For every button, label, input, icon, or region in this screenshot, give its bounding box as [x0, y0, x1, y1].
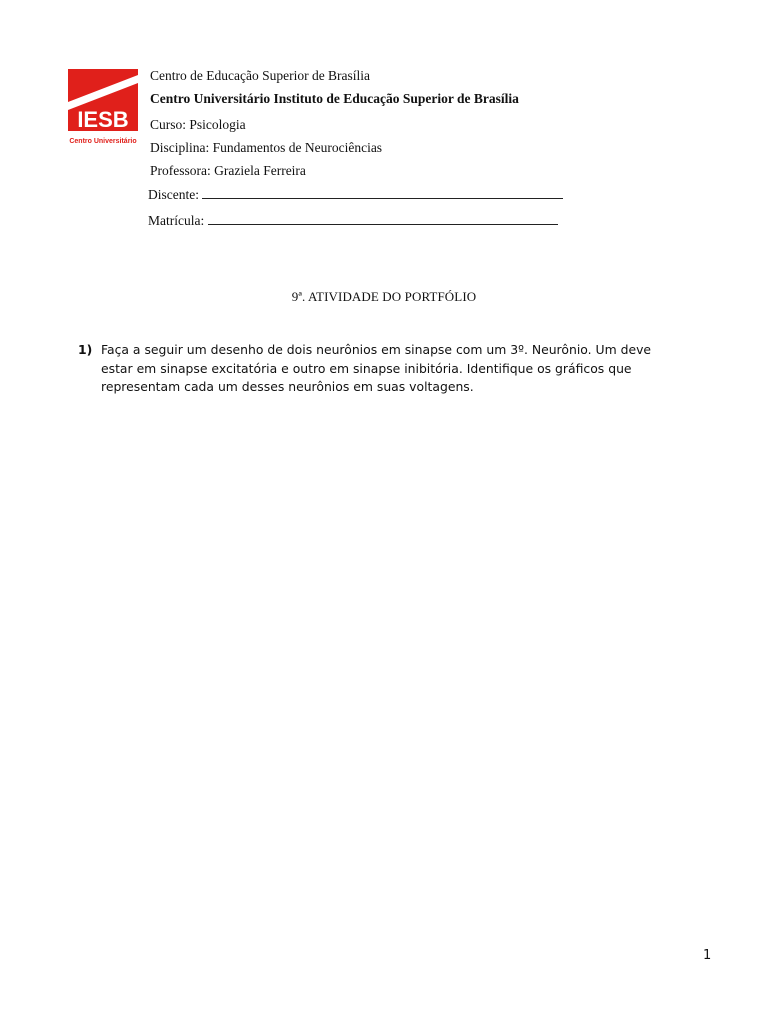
- registration-blank-line[interactable]: [208, 213, 558, 225]
- activity-title: 9ª. ATIVIDADE DO PORTFÓLIO: [291, 289, 477, 304]
- question-line: Faça a seguir um desenho de dois neurônios em sinapse com um 3º. Neurônio. Um deve: [101, 342, 652, 357]
- logo-wordmark: IESB: [77, 107, 129, 132]
- question-text: [101, 341, 701, 397]
- student-label: Discente:: [148, 187, 199, 202]
- registration-label: Matrícula:: [148, 213, 205, 228]
- student-blank-line[interactable]: [202, 187, 563, 199]
- teacher-line: Professora: Graziela Ferreira: [150, 163, 306, 178]
- university-name: Centro Universitário Instituto de Educação Superior de Brasília: [150, 91, 519, 106]
- question-line: representam cada um desses neurônios em suas voltagens.: [101, 379, 474, 394]
- registration-field: [148, 213, 558, 229]
- institution-name: Centro de Educação Superior de Brasília: [150, 68, 371, 83]
- student-field: [148, 187, 563, 203]
- question-line: estar em sinapse excitatória e outro em sinapse inibitória. Identifique os gráficos que: [101, 360, 632, 376]
- logo-tagline: Centro Universitário: [69, 138, 137, 145]
- iesb-logo: [68, 69, 138, 147]
- page-number: 1: [703, 948, 712, 963]
- course-line: Curso: Psicologia: [150, 117, 246, 132]
- question-number: 1): [78, 342, 93, 357]
- discipline-line: Disciplina: Fundamentos de Neurociências: [150, 140, 383, 155]
